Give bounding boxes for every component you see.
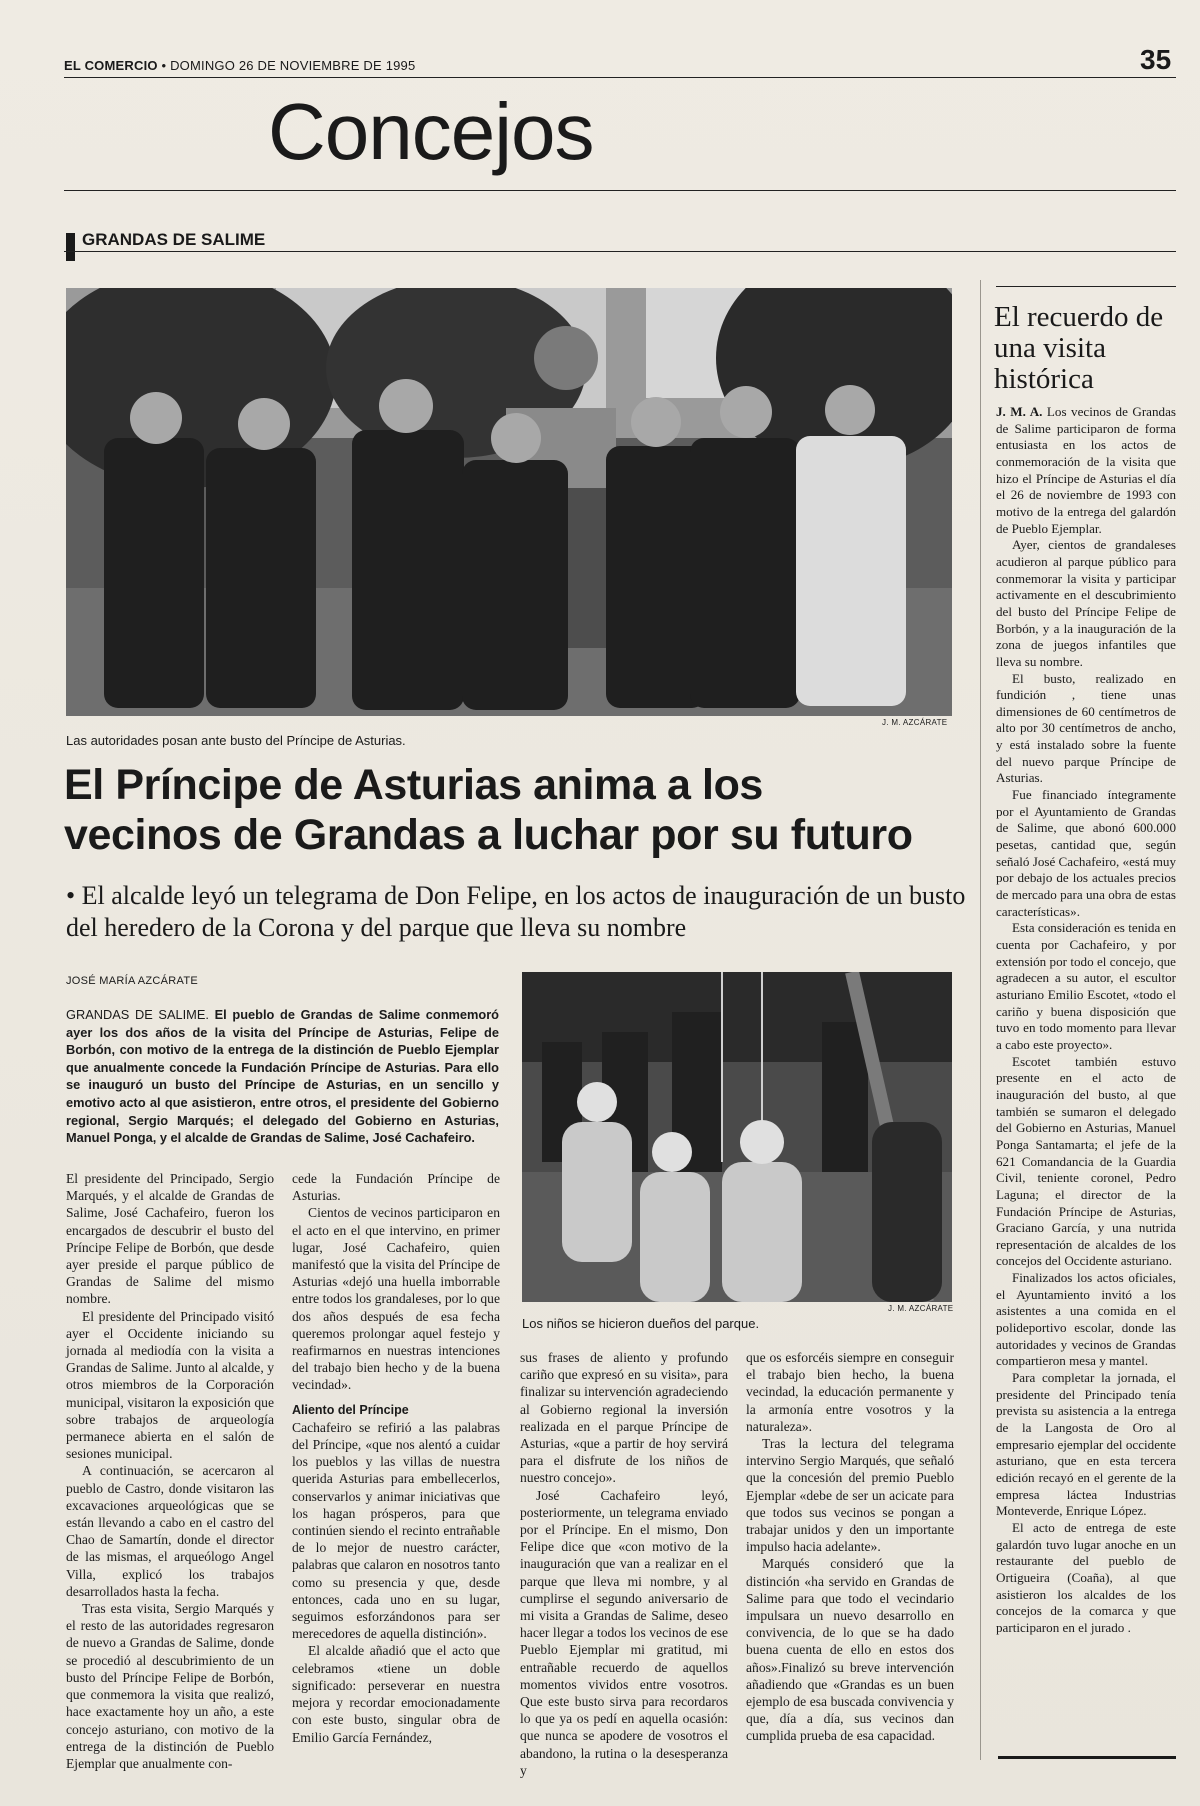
sidebar-paragraph: Esta consideración es tenida en cuenta por Cachafeiro, y por extensión por todo el concejo, que agradecen a su autor, el escultor asturiano Emilio Escotet, «todo el cariño y buena disposición que tuvo en todo momento para llevar a cabo este proyecto». bbox=[996, 920, 1176, 1052]
lead-text: El pueblo de Grandas de Salime conmemoró ayer los dos años de la visita del Príncipe de Asturias, Felipe de Borbón, con motivo de la entrega de la distinción de Pueblo Ejemplar que anualmente concede la Fundación Príncipe de Asturias. Para ello se inauguró un busto del Príncipe de Asturias, en un sencillo y emotivo acto al que asistieron, entre otros, el presidente del Gobierno regional, Sergio Marqués; el delegado del Gobierno en Asturias, Manuel Ponga, y el alcalde de Grandas de Salime, José Cachafeiro. bbox=[66, 1007, 499, 1146]
paragraph: Marqués consideró que la distinción «ha servido en Grandas de Salime para que todo el vecindario impulsara un nuevo desarrollo en convivencia, de lo que se ha dado buena cuenta de ello en estos dos años».Finalizó su breve intervención añadiendo que «Grandas es un buen ejemplo de esa buscada convivencia y que, día a día, sus vecinos dan cumplida prueba de esa capacidad. bbox=[746, 1556, 954, 1744]
page-number: 35 bbox=[1140, 44, 1172, 75]
paragraph: El alcalde añadió que el acto que celebramos «tiene un doble significado: perseverar en nuestra mejora y recordar emocionadamente con este busto, singular obra de Emilio García Fernández, bbox=[292, 1643, 500, 1745]
sidebar-author: J. M. A. bbox=[996, 404, 1043, 419]
photo2-caption: Los niños se hicieron dueños del parque. bbox=[522, 1316, 760, 1331]
body-column-1 bbox=[66, 1170, 274, 1772]
paragraph: El presidente del Principado, Sergio Marqués, y el alcalde de Grandas de Salime, José Cachafeiro, fueron los encargados de descubrir el busto del Príncipe Felipe de Borbón, que desde ayer preside el parque público de Grandas de Salime del mismo nombre. bbox=[66, 1171, 274, 1307]
body-column-4 bbox=[746, 1349, 954, 1745]
subsection-label: GRANDAS DE SALIME bbox=[82, 230, 266, 249]
subsection-rule bbox=[64, 251, 1176, 252]
sidebar-top-rule bbox=[996, 286, 1176, 287]
section-title: Concejos bbox=[268, 87, 594, 176]
subhead: • El alcalde leyó un telegrama de Don Felipe, en los actos de inauguración de un busto del heredero de la Corona y del parque que lleva su nombre bbox=[66, 881, 966, 942]
byline: JOSÉ MARÍA AZCÁRATE bbox=[66, 975, 199, 987]
children-photo bbox=[522, 972, 952, 1302]
sidebar-divider bbox=[980, 280, 981, 1760]
paragraph: Tras esta visita, Sergio Marqués y el resto de las autoridades regresaron de nuevo a Grandas de Salime, donde se procedió al descubrimiento de un busto del Príncipe Felipe de Borbón, que conmemora la visita que realizó, hace exactamente hoy un año, a este concejo asturiano, con motivo de la entrega de la distinción de Pueblo Ejemplar que anualmente con- bbox=[66, 1601, 274, 1771]
body-column-3 bbox=[520, 1349, 728, 1779]
headline-line-1: El Príncipe de Asturias anima a los bbox=[64, 761, 763, 809]
masthead-separator: • bbox=[161, 58, 167, 73]
sidebar-bottom-rule bbox=[998, 1756, 1176, 1759]
paper-name: EL COMERCIO bbox=[64, 58, 158, 73]
paragraph: Cientos de vecinos participaron en el acto en el que intervino, en primer lugar, José Cachafeiro, quien manifestó que la visita del Príncipe de Asturias «dejó una huella imborrable entre todos los grandaleses, por lo que dos años después de esa fecha queremos prolongar aquel festejo y reafirmarnos en nuestras intenciones del trabajo bien hecho y de la buena vecindad». bbox=[292, 1205, 501, 1393]
section-rule bbox=[64, 190, 1176, 191]
paragraph: que os esforcéis siempre en conseguir el trabajo bien hecho, la buena vecindad, la educación permanente y la armonía entre vosotros y la naturaleza». bbox=[746, 1350, 954, 1434]
sidebar-paragraph: Para completar la jornada, el presidente del Principado tenía prevista su asistencia a la entrega de la Langosta de Oro al empresario ejemplar del occidente asturiano, que en esta tercera edición recayó en el gerente de la empresa láctea Industrias Monteverde, Enrique López. bbox=[996, 1370, 1176, 1519]
paragraph: José Cachafeiro leyó, posteriormente, un telegrama enviado por el Príncipe. En el mismo, Don Felipe dice que «con motivo de la inauguración que van a realizar en el parque que lleva mi nombre, y al cumplirse el segundo aniversario de mi visita a Grandas de Salime, deseo hacer llegar a todos los vecinos de ese Pueblo Ejemplar mi gratitud, mi entrañable recuerdo de aquellos momentos vividos entre vosotros. Que este busto sirva para recordaros lo que ya os pedí en aquella ocasión: que nunca se apodere de vosotros el abandono, la rutina o la desesperanza y bbox=[520, 1487, 728, 1778]
photo2-credit: J. M. AZCÁRATE bbox=[888, 1304, 954, 1313]
paragraph: A continuación, se acercaron al pueblo de Castro, donde visitaron las excavaciones arqueológicas que se están llevando a cabo en el castro del Chao de Samartín, donde el director de las mismas, el arqueólogo Angel Villa, explicó los trabajos desarrollados hasta la fecha. bbox=[66, 1463, 274, 1599]
sidebar-title: El recuerdo de una visita histórica bbox=[994, 301, 1164, 395]
paragraph: sus frases de aliento y profundo cariño que expresó en su visita», para finalizar su intervención agradeciendo al Gobierno regional la inversión realizada en el parque Príncipe de Asturias, «que a partir de hoy servirá para el disfrute de los niños de nuestro concejo». bbox=[520, 1350, 728, 1486]
photo1-caption: Las autoridades posan ante busto del Príncipe de Asturias. bbox=[66, 733, 406, 748]
sidebar-paragraph: Fue financiado íntegramente por el Ayuntamiento de Grandas de Salime, que abonó 600.000 pesetas, cantidad que, según señaló José Cachafeiro, «está muy por debajo de los actuales precios de mercado para una obra de estas características». bbox=[996, 787, 1176, 919]
sidebar-paragraph: Finalizados los actos oficiales, el Ayuntamiento invitó a los asistentes a una comida en el polideportivo escolar, donde las autoridades y vecinos de Grandas compartieron mesa y mantel. bbox=[996, 1270, 1176, 1369]
section-subtitle: Aliento del Príncipe bbox=[292, 1402, 409, 1417]
lead-place: GRANDAS DE SALIME. bbox=[66, 1007, 209, 1022]
sidebar-paragraph bbox=[996, 404, 1176, 537]
sidebar-paragraph-text: Los vecinos de Grandas de Salime participaron de forma entusiasta en los actos de conmemoración de la visita que hizo el Príncipe de Asturias el día el 26 de noviembre de 1993 con motivo de la entrega del galardón de Pueblo Ejemplar. bbox=[996, 404, 1176, 536]
paragraph: Cachafeiro se refirió a las palabras del Príncipe, «que nos alentó a cuidar los pueblos y las villas de nuestra querida Asturias para embellecerlos, conservarlos y animar iniciativas que los hagan prósperos, para que continúen siendo el recinto entrañable de lo mejor de nuestro carácter, palabras que calaron en nosotros tanto como su presencia y que, desde entonces, cada uno en su lugar, seguimos esforzándonos para ser merecedores de aquella distinción». bbox=[292, 1419, 500, 1642]
paragraph: El presidente del Principado visitó ayer el Occidente iniciando su jornada al mediodía con la visita a Grandas de Salime. Junto al alcalde, y otros miembros de la Corporación municipal, visitaron la exposición que sobre trabajos de arqueología permanece abierta en el salón de sesiones municipal. bbox=[66, 1308, 274, 1462]
masthead bbox=[64, 58, 1174, 78]
paragraph: Tras la lectura del telegrama intervino Sergio Marqués, que señaló que la concesión del premio Pueblo Ejemplar «debe de ser un acicate para que todos sus vecinos se pongan a trabajar unidos y den un importante impulso hacia adelante». bbox=[746, 1436, 954, 1555]
sidebar-paragraph: El busto, realizado en fundición , tiene unas dimensiones de 60 centímetros de alto por 30 centímetros de ancho, y está instalado sobre la fuente del nuevo parque Príncipe de Asturias. bbox=[996, 670, 1176, 786]
body-column-2 bbox=[292, 1170, 500, 1746]
sidebar-paragraph: Escotet también estuvo presente en el acto de inauguración del busto, al que también se sumaron el delegado del Gobierno en Asturias, Manuel Ponga Santamarta; el jefe de la 621 Comandancia de la Guardia Civil, teniente coronel, Pedro Laguna; el director de la Fundación Príncipe de Asturias, Graciano García, y una nutrida representación de alcaldes de los concejos del Occidente asturiano. bbox=[996, 1053, 1176, 1269]
masthead-rule bbox=[64, 77, 1176, 78]
sidebar-paragraph: Ayer, cientos de grandaleses acudieron al parque público para conmemorar la visita y participar activamente en el descubrimiento del busto del Príncipe Felipe de Borbón, y a la inauguración de la zona de juegos infantiles que lleva su nombre. bbox=[996, 537, 1176, 669]
officials-photo bbox=[66, 288, 952, 716]
sidebar-text bbox=[996, 404, 1176, 1637]
issue-date: DOMINGO 26 DE NOVIEMBRE DE 1995 bbox=[170, 58, 416, 73]
paragraph: cede la Fundación Príncipe de Asturias. bbox=[292, 1171, 500, 1204]
subsection-marker bbox=[66, 233, 75, 261]
lead-paragraph bbox=[66, 1006, 499, 1147]
headline-line-2: vecinos de Grandas a luchar por su futuro bbox=[64, 811, 913, 859]
sidebar-paragraph: El acto de entrega de este galardón tuvo lugar anoche en un restaurante del pueblo de Ortigueira (Coaña), al que asistieron los alcaldes de los concejos de la comarca y que participaron en el jurado . bbox=[996, 1519, 1176, 1635]
photo1-credit: J. M. AZCÁRATE bbox=[882, 718, 948, 727]
headline bbox=[64, 760, 964, 860]
